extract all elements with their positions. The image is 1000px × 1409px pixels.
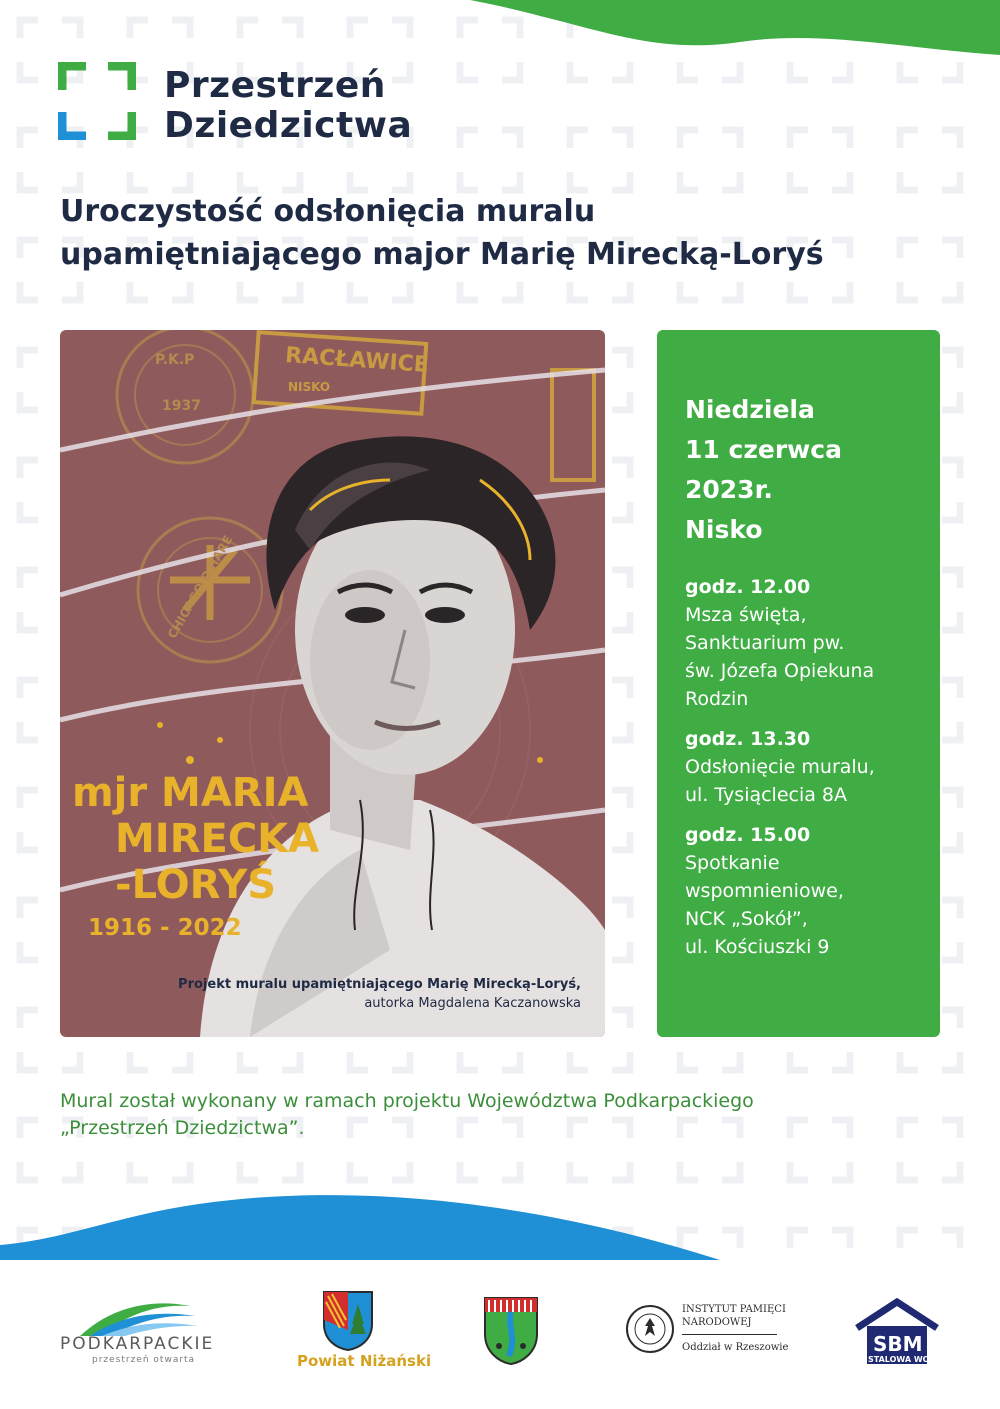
stamp-nisko: NISKO xyxy=(288,380,331,394)
stamp-pkp: P.K.P xyxy=(155,352,195,368)
project-note xyxy=(60,1088,960,1142)
mural-name xyxy=(72,770,319,948)
mural-artwork xyxy=(60,330,605,1037)
brand-name-line2: Dziedzictwa xyxy=(164,105,413,146)
schedule-line: św. Józefa Opiekuna xyxy=(685,660,875,682)
event-date-text: 11 czerwca xyxy=(685,435,842,464)
schedule-time: godz. 12.00 xyxy=(685,576,811,598)
ipn-branch: Oddział w Rzeszowie xyxy=(682,1342,789,1353)
mural-name-line3: -LORYŚ xyxy=(115,862,277,908)
schedule-time: godz. 13.30 xyxy=(685,728,811,750)
podkarpackie-logo-subtext: przestrzeń otwarta xyxy=(92,1355,196,1365)
stamp-raclawice: RACŁAWICE xyxy=(284,343,430,378)
ipn-seal-icon xyxy=(625,1304,675,1354)
schedule-line: Msza święta, xyxy=(685,604,807,626)
project-note-line2: „Przestrzeń Dziedzictwa”. xyxy=(60,1117,305,1139)
powiat-logo-text: Powiat Niżański xyxy=(297,1352,432,1370)
stamp-year: 1937 xyxy=(162,398,201,414)
sbm-logo-subtext: STALOWA WOLA xyxy=(868,1355,941,1364)
event-place: Nisko xyxy=(685,515,763,544)
project-note-line1: Mural został wykonany w ramach projektu Województwa Podkarpackiego xyxy=(60,1090,754,1112)
ipn-divider xyxy=(682,1334,777,1335)
schedule-item xyxy=(685,573,935,713)
event-panel xyxy=(657,330,940,1037)
podkarpackie-logo-text: PODKARPACKIE xyxy=(60,1334,215,1354)
ipn-name-line1: INSTYTUT PAMIĘCI xyxy=(682,1304,786,1315)
partner-logos xyxy=(0,1260,1000,1409)
event-schedule xyxy=(685,573,935,973)
event-date xyxy=(685,390,842,550)
mural-name-line2: MIRECKA xyxy=(115,816,320,862)
page-title xyxy=(60,190,960,276)
schedule-line: ul. Tysiąclecia 8A xyxy=(685,784,848,806)
schedule-line: Odsłonięcie muralu, xyxy=(685,756,875,778)
caption-line2: autorka Magdalena Kaczanowska xyxy=(364,996,581,1011)
bottom-wave xyxy=(0,1185,1000,1260)
brand-name-line1: Przestrzeń xyxy=(164,65,386,106)
mural-caption xyxy=(178,975,581,1013)
brand-frame-icon xyxy=(58,62,136,140)
schedule-line: Rodzin xyxy=(685,688,749,710)
schedule-line: NCK „Sokół”, xyxy=(685,908,808,930)
powiat-crest-icon xyxy=(322,1290,374,1352)
caption-line1: Projekt muralu upamiętniającego Marię Mirecką-Loryś, xyxy=(178,977,581,992)
schedule-line: ul. Kościuszki 9 xyxy=(685,936,830,958)
mural-years: 1916 - 2022 xyxy=(88,915,242,941)
schedule-line: Sanktuarium pw. xyxy=(685,632,845,654)
stamp-chicago: CHICAGO O'HARE xyxy=(165,533,236,641)
sbm-logo-text: SBM xyxy=(873,1332,923,1356)
schedule-line: wspomnieniowe, xyxy=(685,880,844,902)
schedule-item xyxy=(685,821,935,961)
mural-name-line1: mjr MARIA xyxy=(72,770,309,816)
title-line2: upamiętniającego major Marię Mirecką-Loryś xyxy=(60,237,824,272)
top-wave xyxy=(0,0,1000,70)
podkarpackie-logo-icon xyxy=(80,1298,200,1338)
ipn-name-line2: NARODOWEJ xyxy=(682,1317,752,1328)
schedule-time: godz. 15.00 xyxy=(685,824,811,846)
event-year: 2023r. xyxy=(685,475,773,504)
brand-logo xyxy=(58,62,412,146)
nisko-crest-icon xyxy=(483,1296,539,1366)
title-line1: Uroczystość odsłonięcia muralu xyxy=(60,194,596,229)
schedule-line: Spotkanie xyxy=(685,852,780,874)
schedule-item xyxy=(685,725,935,809)
event-day: Niedziela xyxy=(685,395,815,424)
